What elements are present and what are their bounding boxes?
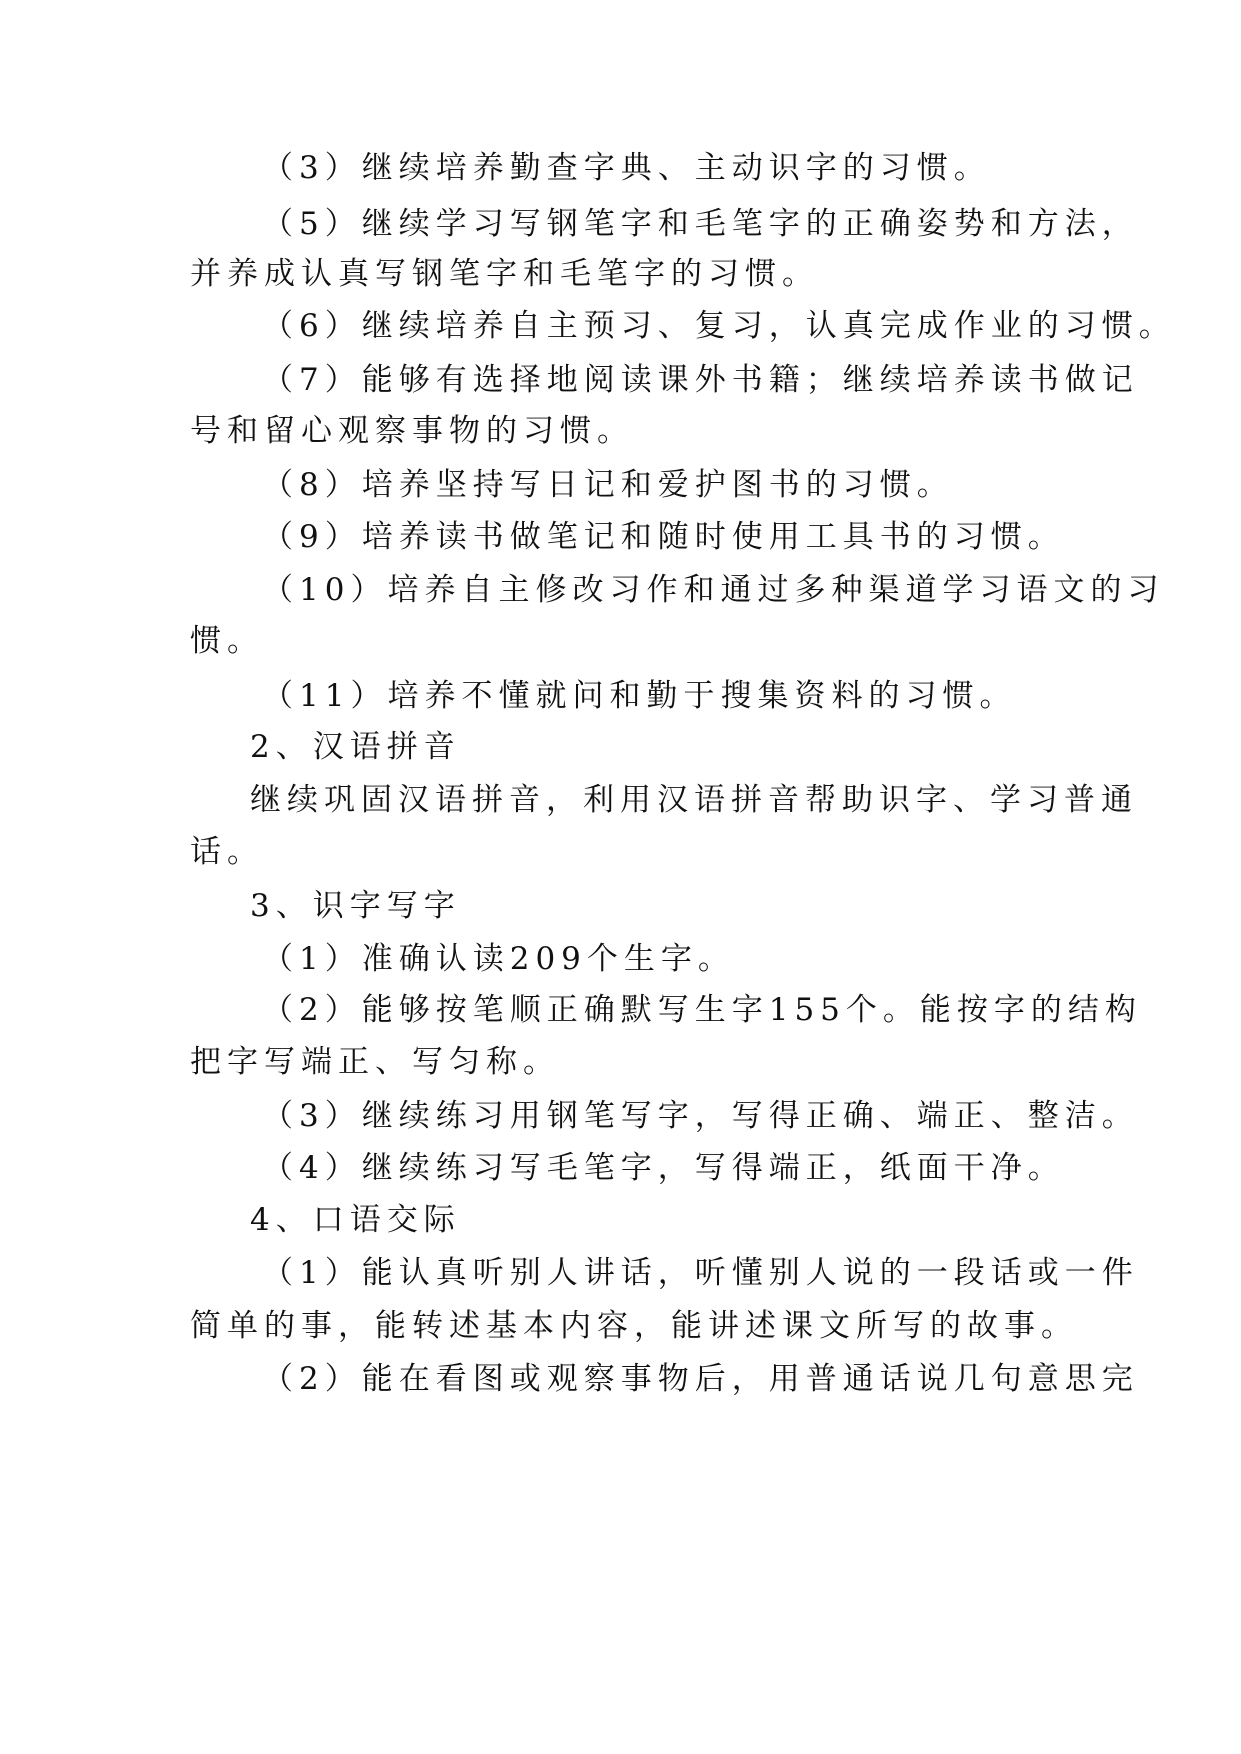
text-line: 简单的事，能转述基本内容，能讲述课文所写的故事。 <box>190 1308 1078 1344</box>
text-line: （3）继续练习用钢笔写字，写得正确、端正、整洁。 <box>262 1098 1139 1134</box>
text-line: （6）继续培养自主预习、复习，认真完成作业的习惯。 <box>262 308 1176 344</box>
text-line: 话。 <box>190 834 264 870</box>
text-line: 惯。 <box>190 623 264 659</box>
text-line: （1）能认真听别人讲话，听懂别人说的一段话或一件 <box>262 1255 1139 1291</box>
text-line: 并养成认真写钢笔字和毛笔字的习惯。 <box>190 256 819 292</box>
section-heading: 4、口语交际 <box>250 1202 461 1238</box>
text-line: （8）培养坚持写日记和爱护图书的习惯。 <box>262 467 954 503</box>
text-line: （2）能在看图或观察事物后，用普通话说几句意思完 <box>262 1361 1139 1397</box>
text-line: 把字写端正、写匀称。 <box>190 1044 560 1080</box>
text-line: （10）培养自主修改习作和通过多种渠道学习语文的习 <box>262 572 1165 608</box>
text-line: 号和留心观察事物的习惯。 <box>190 413 634 449</box>
text-line: （4）继续练习写毛笔字，写得端正，纸面干净。 <box>262 1150 1065 1186</box>
text-line: （5）继续学习写钢笔字和毛笔字的正确姿势和方法， <box>262 206 1139 242</box>
text-line: （7）能够有选择地阅读课外书籍；继续培养读书做记 <box>262 362 1139 398</box>
text-line: （11）培养不懂就问和勤于搜集资料的习惯。 <box>262 678 1017 714</box>
text-line: （2）能够按笔顺正确默写生字155个。能按字的结构 <box>262 992 1142 1028</box>
section-heading: 2、汉语拼音 <box>250 729 461 765</box>
text-line: 继续巩固汉语拼音，利用汉语拼音帮助识字、学习普通 <box>250 782 1138 818</box>
section-heading: 3、识字写字 <box>250 888 461 924</box>
text-line: （1）准确认读209个生字。 <box>262 941 735 977</box>
text-line: （9）培养读书做笔记和随时使用工具书的习惯。 <box>262 519 1065 555</box>
text-line: （3）继续培养勤查字典、主动识字的习惯。 <box>262 150 991 186</box>
